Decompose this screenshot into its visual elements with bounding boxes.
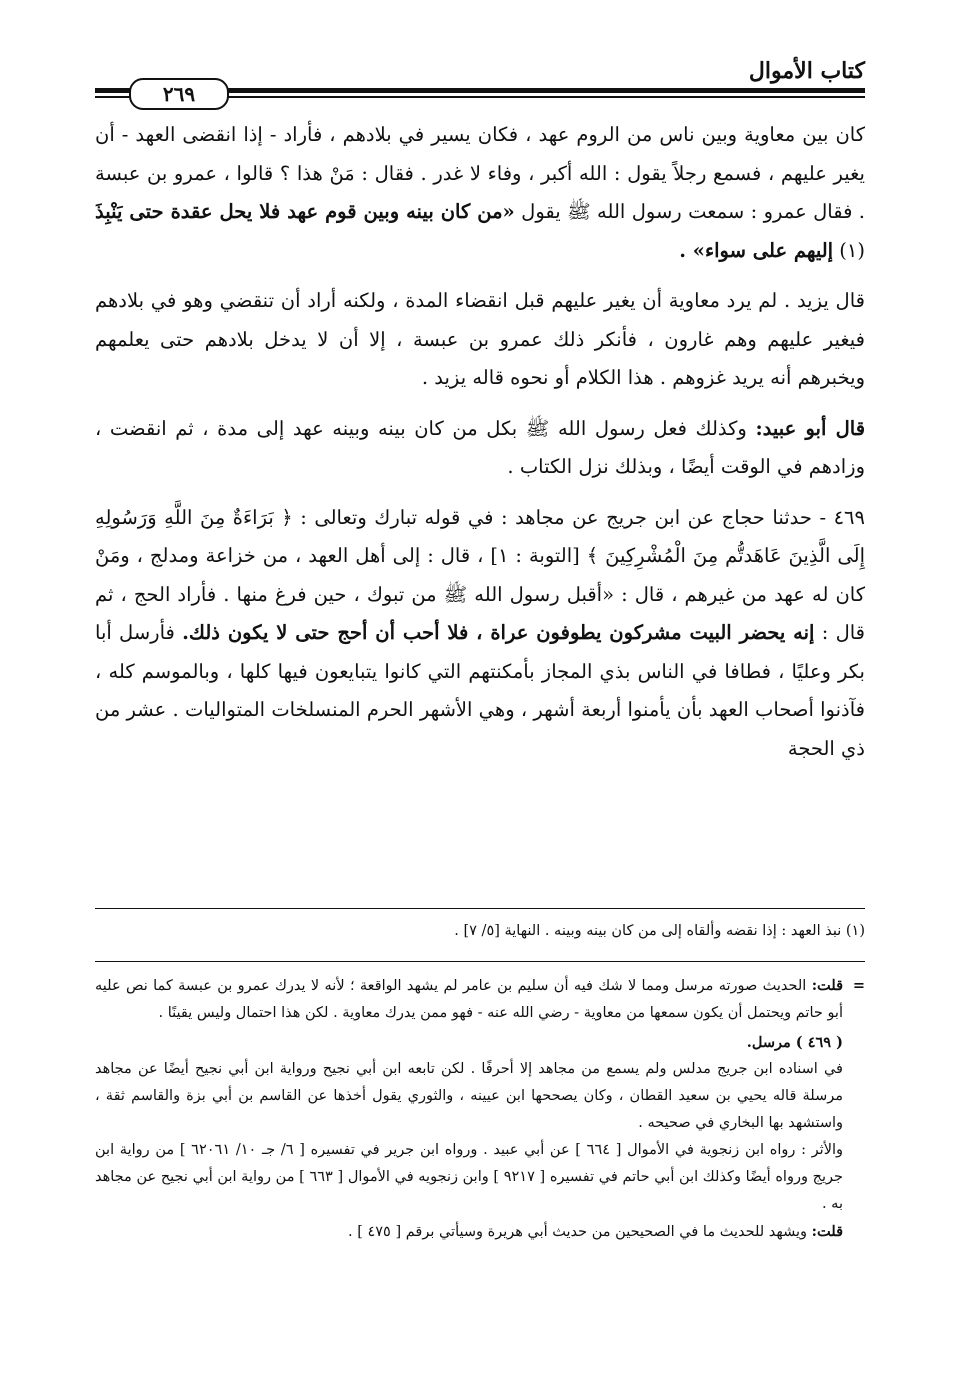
continuation-mark: = [852,977,865,994]
paragraph-4-text-1: ٤٦٩ - حدثنا حجاج عن ابن جريج عن مجاهد : في قوله تبارك وتعالى : ﴿ بَرَاءَةٌ مِنَ اللَّهِ وَرَسُولِهِ إِلَى الَّذِينَ عَاهَدتُّم مِنَ الْمُشْرِكِينَ ﴾ [التوبة : ١] ، قال : إلى أهل العهد ، من خزاعة ومدلج ، ومَنْ كان له عهد من غيرهم ، قال : «أقبل رسول الله ﷺ من تبوك ، حين فرغ منها . فأراد الحج ، ثم قال : [95,505,865,644]
note-2: في اسناده ابن جريج مدلس ولم يسمع من مجاهد إلا أحرفًا . لكن تابعه ابن أبي نجيح ورواية ابن أبي نجيح أيضًا عن مجاهد مرسلة قاله يحيي بن سعيد القطان ، وكان يصححها ابن عيينه ، والثوري يقول أخذها عن القاسم بن أبي بزة والقاسم ثقة ، واستشهد بها البخاري في صحيحه . [95,1061,843,1131]
paragraph-2: قال يزيد . لم يرد معاوية أن يغير عليهم قبل انقضاء المدة ، ولكنه أراد أن تنقضي وهو في بلادهم فيغير عليهم وهم غارون ، فأنكر ذلك عمرو بن عبسة ، إلا أن لا يدخل بلادهم حتى يعلمهم ويخبرهم أنه يريد غزوهم . هذا الكلام أو نحوه قاله يزيد . [95,289,865,389]
hadith-grade-title: ( ٤٦٩ ) مرسل. [746,1034,843,1051]
paragraph-1 [95,116,865,270]
notes-divider [95,961,865,962]
book-title: كتاب الأموال [748,58,865,84]
editor-notes [95,972,865,1246]
paragraph-1-quote: «من كان بينه وبين قوم عهد فلا يحل عقدة حتى يَنْبِذَ [95,200,515,223]
paragraph-4-text-2: فأرسل أبا بكر وعليًا ، فطافا في الناس بذي المجاز بأمكنتهم التي كانوا يتبايعون فيها كلها ، وبالموسم كله ، فآذنوا أصحاب العهد بأن يأمنوا أربعة أشهر ، وهي الأشهر الحرم المنسلخات المتواليات . عشر من ذي الحجة [95,621,865,760]
note-4-text: ويشهد للحديث ما في الصحيحين من حديث أبي هريرة وسيأتي برقم [ ٤٧٥ ] . [348,1224,808,1240]
note-1-text: الحديث صورته مرسل ومما لا شك فيه أن سليم بن عامر لم يشهد الواقعة ؛ لأنه لا يدرك عمرو بن عبسة كما نص عليه أبو حاتم ويحتمل أن يكون سمعها من معاوية - رضي الله عنه - فهو ممن يدرك معاوية . لكن هذا احتمال وليس يقينًا . [95,978,843,1021]
footnote-marker: (١) [839,238,865,262]
footnote-1: (١) نبذ العهد : إذا نقضه وألقاه إلى من كان بينه وبينه . النهاية [٥/ ٧] . [454,923,865,939]
note-4 [95,1218,843,1246]
paragraph-1-quote-end: إليهم على سواء» . [679,238,834,262]
page-header [95,52,865,106]
footnotes [95,918,865,1246]
paragraph-4 [95,499,865,769]
paragraph-3-text: وكذلك فعل رسول الله ﷺ بكل من كان بينه وبينه عهد إلى مدة ، ثم انقضت ، وزادهم في الوقت أيضًا ، وبذلك نزل الكتاب . [95,416,865,478]
note-3: والأثر : رواه ابن زنجوية في الأموال [ ٦٦٤ ] عن أبي عبيد . ورواه ابن جرير في تفسيره [ ٦/ جـ ١٠/ ٦٢٠٦١ ] من رواية ابن جريج ورواه أيضًا وكذلك ابن أبي حاتم في تفسيره [ ٩٢١٧ ] وابن زنجويه في الأموال [ ٦٦٣ ] من رواية ابن أبي نجيح عن مجاهد به . [95,1142,843,1212]
note-1 [95,972,843,1027]
paragraph-3 [95,410,865,487]
main-text [95,116,865,780]
page-number: ٢٦٩ [129,78,229,110]
paragraph-4-bold: إنه يحضر البيت مشركون يطوفون عراة ، فلا أحب أن أحج حتى لا يكون ذلك. [182,621,815,644]
note-1-label: قلت: [811,977,844,994]
paragraph-1-text: كان بين معاوية وبين ناس من الروم عهد ، فكان يسير في بلادهم ، فأراد - إذا انقضى العهد - أن يغير عليهم ، فسمع رجلاً يقول : الله أكبر ، وفاء لا غدر . فقال : مَنْ هذا ؟ قالوا ، عمرو بن عبسة . فقال عمرو : سمعت رسول الله ﷺ يقول [95,123,865,223]
footnote-divider [95,908,865,909]
note-4-label: قلت: [811,1223,843,1240]
paragraph-3-label: قال أبو عبيد: [755,416,866,440]
